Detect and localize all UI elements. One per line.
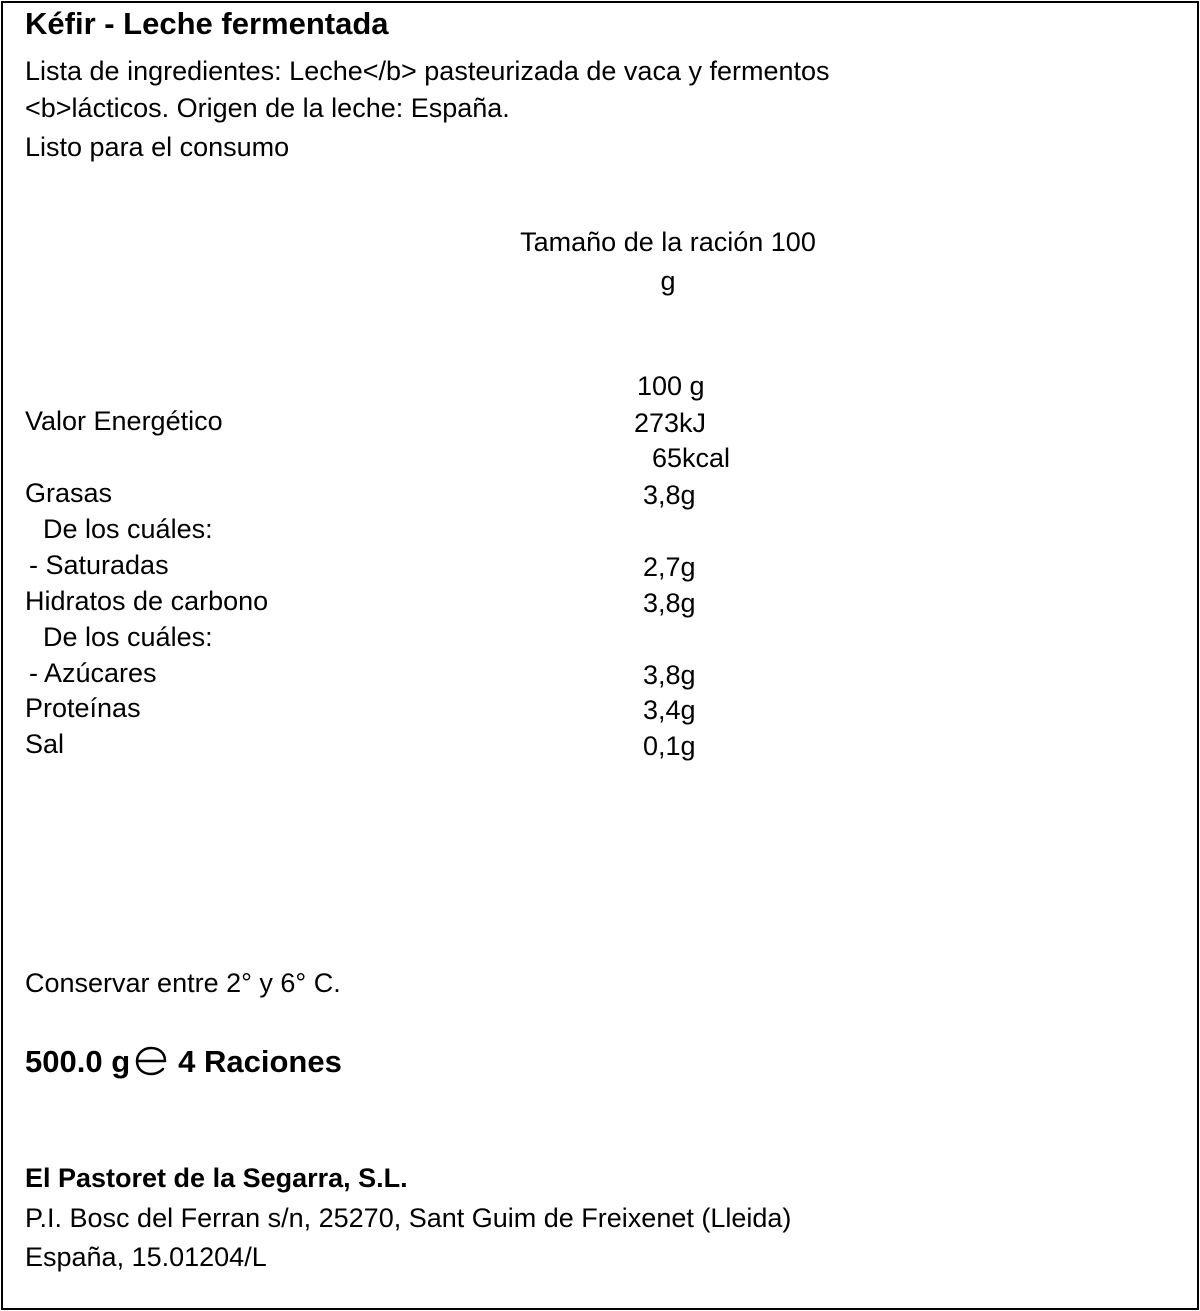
nutrient-label: Grasas <box>25 478 113 508</box>
product-title: Kéfir - Leche fermentada <box>25 6 389 41</box>
nutrient-sublabel: De los cuáles: <box>43 622 213 652</box>
energy-kj-value: 273kJ <box>634 408 707 438</box>
energy-kcal-value: 65kcal <box>652 443 731 473</box>
serving-size-line-1: Tamaño de la ración 100 <box>520 227 816 257</box>
net-weight: 500.0 g <box>25 1044 131 1079</box>
nutrient-value: 3,8g <box>643 660 696 690</box>
ready-to-eat-note: Listo para el consumo <box>25 132 290 162</box>
label-frame <box>1 1 1199 1310</box>
nutrient-value: 3,8g <box>643 588 696 618</box>
ingredients-line-1: Lista de ingredientes: Leche</b> pasteurizada de vaca y fermentos <box>25 56 830 86</box>
serving-size-line-2: g <box>660 266 676 296</box>
nutrient-value: 2,7g <box>643 552 696 582</box>
energy-label: Valor Energético <box>25 406 223 436</box>
nutrient-value: 3,8g <box>643 480 696 510</box>
nutrient-label: - Azúcares <box>29 658 157 688</box>
company-name: El Pastoret de la Segarra, S.L. <box>25 1163 408 1193</box>
company-country-registration: España, 15.01204/L <box>25 1242 267 1272</box>
nutrient-label: Hidratos de carbono <box>25 586 269 616</box>
portions-count: 4 Raciones <box>178 1044 342 1079</box>
company-address: P.I. Bosc del Ferran s/n, 25270, Sant Guim de Freixenet (Lleida) <box>25 1203 792 1233</box>
e-mark-icon <box>134 1046 168 1084</box>
nutrient-value: 3,4g <box>643 695 696 725</box>
net-quantity <box>25 1044 342 1084</box>
nutrient-label: Proteínas <box>25 693 141 723</box>
nutrient-sublabel: De los cuáles: <box>43 514 213 544</box>
nutrition-column-header: 100 g <box>637 371 705 401</box>
nutrient-value: 0,1g <box>643 731 696 761</box>
ingredients-line-2: <b>lácticos. Origen de la leche: España. <box>25 93 510 123</box>
storage-instructions: Conservar entre 2° y 6° C. <box>25 968 341 998</box>
nutrient-label: Sal <box>25 729 65 759</box>
nutrient-label: - Saturadas <box>29 550 169 580</box>
